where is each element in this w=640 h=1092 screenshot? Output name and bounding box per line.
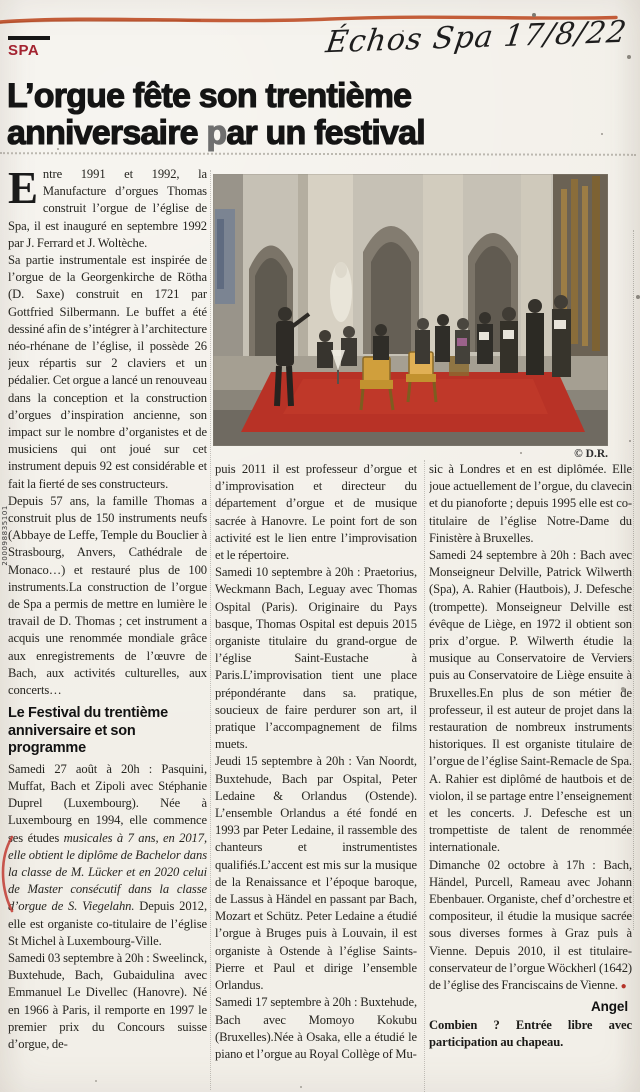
paragraph: puis 2011 il est professeur d’orgue et d’improvisation et directeur du département d’orgue et de musique sacrée à Hanovre. Le point fort de son activité est le lien entre l’improvisation et le répertoire.	[215, 462, 417, 563]
photo-credit: © D.R.	[574, 448, 608, 460]
press-edge-number: 200098835101	[1, 505, 9, 566]
church-concert-photo	[213, 174, 608, 446]
handwritten-annotation: Échos Spa 17/8/22	[323, 14, 630, 61]
drop-cap: E	[8, 166, 38, 213]
column-right	[429, 461, 632, 1092]
paragraph: Depuis 57 ans, la famille Thomas a construit plus de 150 instruments neufs (Abbaye de Leffe, Temple du Bouclier à Strasbourg, Anvers, Cathédrale de Monaco…) et restauré plus de 100 instruments.La construction de l’orgue de Spa a permis de mettre en lumière le travail de D. Thomas ; cet instrument a acquis une renommée mondiale grâce aux enregistrements de l’œuvre de Bach, aux activités culturelles, aux concerts…	[8, 493, 207, 698]
column-rule	[424, 460, 425, 1092]
festival-subhead: Le Festival du trentième anniversaire et son programme	[8, 705, 168, 757]
article-headline	[7, 78, 607, 152]
headline-line1: L’orgue fête son trentième	[7, 77, 412, 115]
practical-info-note: Combien ? Entrée libre avec participation au chapeau.	[429, 1017, 632, 1049]
paragraph: Jeudi 15 septembre à 20h : Van Noordt, Buxtehude, Bach par Ospital, Peter Ledaine & Orlandus (Ostende). L’ensemble Orlandus a été fondé en 1993 par Peter Ledaine, il rassemble des chanteurs et instrumentistes qualifiés.L’accent est mis sur la musique de la Renaissance et l’époque baroque, de Lassus à Händel en passant par Bach, Mozart et Schütz. Peter Ledaine a étudié l’orgue à Bruges puis à Louvain, il est organiste à Ostende à l’église Saints-Pierre et Paul et dirige l’ensemble Orlandus.	[215, 754, 417, 993]
byline: Angel	[590, 999, 628, 1015]
paragraph: Samedi 24 septembre à 20h : Bach avec Monseigneur Delville, Patrick Wilwerth (Spa), A. Rahier (Hautbois), J. Defesche (trompette). Monseigneur Delville est évêque de Liège, en 1972 il obtient son prix d’orgue. P. Wilwerth étudie la musique au Conservatoire de Verviers puis au Conservatoire de Liège ensuite à Bruxelles.En plus de son métier de professeur, il est auteur de projet dans la restauration de nombreux instruments historiques. Il est organiste titulaire de l’orgue de l’église Saint-Remacle de Spa. A. Rahier est diplômé de hautbois et de violon, il se partage entre l’enseignement et les concerts. J. Defesche est un trompettiste de talent de renommée internationale.	[429, 548, 632, 855]
paragraph: Samedi 27 août à 20h : Pasquini, Muffat, Bach et Zipoli avec Stéphanie Duprel (Luxembourg). Née à Luxembourg en 1994, elle commence ses études musicales à 7 ans, en 2017, elle obtient le diplôme de Bachelor dans la classe de M. Lücker et en 2020 celui de Master consécutif dans la classe d’orgue de S. Viegelahn. Depuis 2012, elle est organiste co-titulaire de l’église St Michel à Luxembourg-Ville.	[8, 761, 207, 948]
column-middle	[215, 461, 417, 1092]
paper-specks	[0, 0, 2, 2]
paper-crease	[633, 230, 634, 930]
headline-line2: anniversaire par un festival	[7, 114, 425, 152]
headline-divider	[0, 152, 636, 156]
paragraph: Entre 1991 et 1992, la Manufacture d’orgues Thomas construit l’orgue de l’église de Spa, il est inauguré en septembre 1992 par J. Ferrard et J. Woltèche.	[8, 166, 207, 250]
section-overline-dash	[8, 36, 50, 40]
paragraph: sic à Londres et en est diplômée. Elle joue actuellement de l’orgue, du clavecin et du pianoforte ; depuis 1995 elle est co-titulaire de l’église Notre-Dame du Finistère à Bruxelles.	[429, 462, 632, 545]
paragraph: Samedi 17 septembre à 20h : Buxtehude, Bach avec Momoyo Kokubu (Bruxelles).Née à Osaka, elle a étudié le piano et l’orgue au Royal Collège of Mu-	[215, 995, 417, 1061]
paragraph: Samedi 03 septembre à 20h : Sweelinck, Buxtehude, Bach, Gubaidulina avec Emmanuel Le Divellec (Hanovre). Né en 1966 à Paris, il remporte en 1997 le premier prix du Concours suisse d’orgue, de-	[8, 951, 207, 1052]
end-of-article-mark: ●	[620, 981, 627, 993]
section-label: SPA	[8, 42, 40, 59]
paragraph: Samedi 10 septembre à 20h : Praetorius, Weckmann Bach, Leguay avec Thomas Ospital (Paris). Originaire du Pays basque, Thomas Ospital est depuis 2015 organiste titulaire du grand-orgue de l’église Saint-Eustache à Paris.L’improvisation tient une place prépondérante dans sa. pratique, soucieux de faire perdurer son art, il pratique l’accompagnement de films muets.	[215, 565, 417, 752]
column-left	[8, 166, 207, 1054]
column-rule	[210, 170, 211, 1090]
red-pen-mark	[0, 833, 19, 915]
paragraph: Sa partie instrumentale est inspirée de l’orgue de la Georgenkirche de Rötha (D. Saxe) construit en 1721 par Gottfried Silbermann. Le buffet a été dessiné afin de s’intégrer à l’architecture néo-rhénane de l’église, il possède 26 jeux répartis sur 2 claviers et un pédalier. Cet orgue a lancé un renouveau dans la conception et la construction d’orgues d’inspiration ancienne, son impact sur le nombre d’organistes et de musiciens qui ont joué sur cet instrument depuis 92 est considérable et fait la fierté de ses constructeurs.	[8, 253, 207, 491]
paragraph: Dimanche 02 octobre à 17h : Bach, Händel, Purcell, Rameau avec Johann Ebenbauer. Organiste, chef d’orchestre et compositeur, il étudie la musique sacrée sous diverses formes à Graz puis à Vienne. Depuis 2010, il est titulaire-conservateur de l’orgue Wöckherl (1642) de l’église des Franciscains de Vienne. ●	[429, 857, 632, 993]
